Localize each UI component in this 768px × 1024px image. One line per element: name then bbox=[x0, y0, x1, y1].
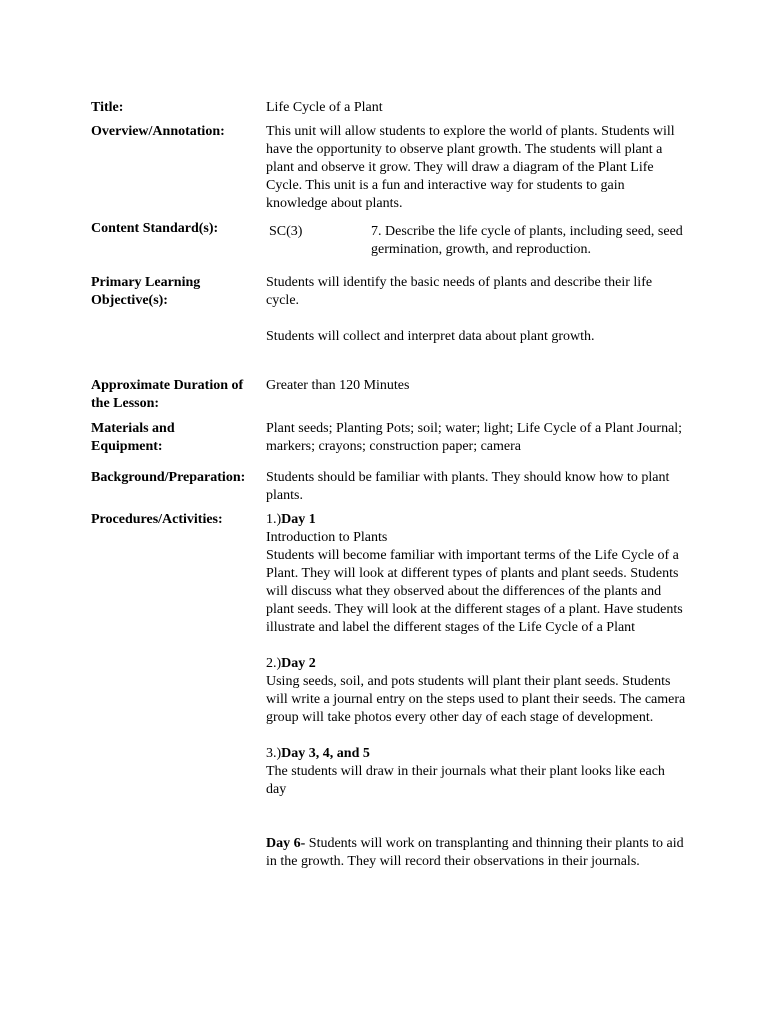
objective-value bbox=[266, 274, 686, 346]
day6-title: Day 6- bbox=[266, 836, 306, 851]
day3-text: The students will draw in their journals what their plant looks like each day bbox=[266, 764, 665, 797]
day6-paragraph bbox=[266, 835, 686, 871]
objective-text-1: Students will identify the basic needs of plants and describe their life cycle. bbox=[266, 275, 653, 308]
duration-label: Approximate Duration of the Lesson: bbox=[91, 378, 244, 411]
day1-heading bbox=[266, 511, 686, 529]
day3-title: Day 3, 4, and 5 bbox=[281, 746, 370, 761]
day1-title: Day 1 bbox=[281, 512, 316, 527]
day1-text: Students will become familiar with important terms of the Life Cycle of a Plant. They will look at different types of plants and plant seeds. Students will discuss what they observed about the differences of the plants and plant seeds. They will look at the different stages of a plant. Have students illustrate and label the different stages of the Life Cycle of a Plant bbox=[266, 548, 683, 635]
title-label: Title: bbox=[91, 100, 124, 115]
content-standard-text: 7. Describe the life cycle of plants, including seed, seed germination, growth, and reproduction. bbox=[371, 224, 683, 257]
day2-title: Day 2 bbox=[281, 656, 316, 671]
duration-value: Greater than 120 Minutes bbox=[266, 378, 410, 393]
procedures-label: Procedures/Activities: bbox=[91, 512, 223, 527]
content-standard-code: SC(3) bbox=[269, 224, 303, 239]
materials-label: Materials and Equipment: bbox=[91, 421, 175, 454]
overview-text: This unit will allow students to explore the world of plants. Students will have the opportunity to observe plant growth. The students will plant a plant and observe it grow. They will draw a diagram of the Plant Life Cycle. This unit is a fun and interactive way for students to gain knowledge about plants. bbox=[266, 124, 675, 211]
objective-label: Primary Learning Objective(s): bbox=[91, 275, 201, 308]
day3-heading bbox=[266, 745, 686, 763]
materials-text: Plant seeds; Planting Pots; soil; water; light; Life Cycle of a Plant Journal; markers; crayons; construction paper; camera bbox=[266, 421, 683, 454]
title-value: Life Cycle of a Plant bbox=[266, 100, 383, 115]
day6-text: Students will work on transplanting and thinning their plants to aid in the growth. They will record their observations in their journals. bbox=[266, 836, 684, 869]
day2-heading bbox=[266, 655, 686, 673]
objective-text-2: Students will collect and interpret data about plant growth. bbox=[266, 329, 595, 344]
background-label: Background/Preparation: bbox=[91, 470, 246, 485]
day1-subtitle: Introduction to Plants bbox=[266, 530, 388, 545]
day2-prefix: 2.) bbox=[266, 656, 282, 671]
overview-label: Overview/Annotation: bbox=[91, 124, 225, 139]
background-text: Students should be familiar with plants. They should know how to plant plants. bbox=[266, 470, 670, 503]
day2-text: Using seeds, soil, and pots students will plant their plant seeds. Students will write a journal entry on the steps used to plant their seeds. The camera group will take photos every other day of each stage of development. bbox=[266, 674, 686, 725]
day1-prefix: 1.) bbox=[266, 512, 282, 527]
procedures-value bbox=[266, 511, 686, 871]
day3-prefix: 3.) bbox=[266, 746, 282, 761]
content-standard-label: Content Standard(s): bbox=[91, 221, 219, 236]
